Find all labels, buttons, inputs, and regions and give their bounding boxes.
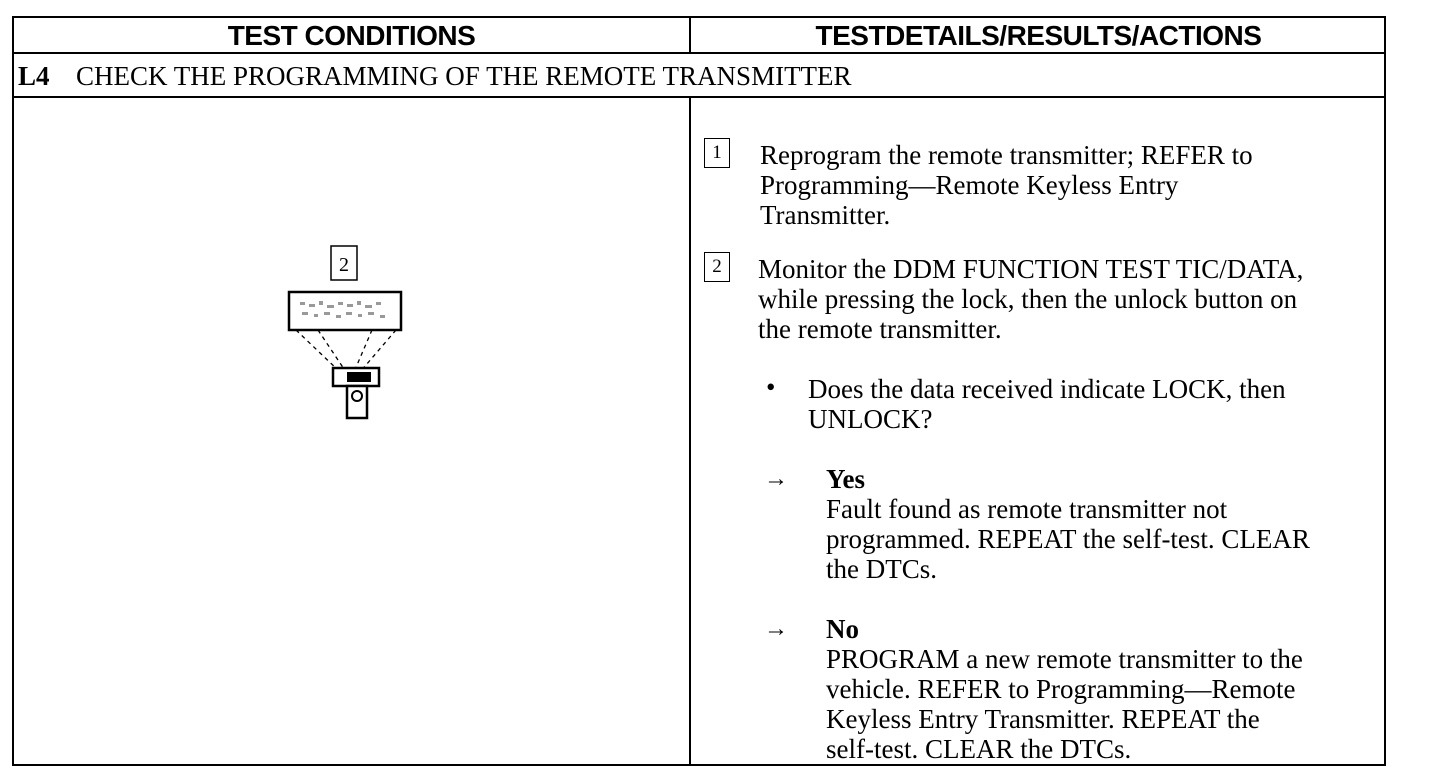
- step-1-number: 1: [704, 138, 730, 168]
- signal-beams: [296, 330, 396, 372]
- no-arrow-icon: →: [764, 616, 788, 642]
- step-1-line: Transmitter.: [760, 200, 891, 230]
- transmitter-emitter: [347, 372, 371, 382]
- result-no-answer: No: [826, 614, 859, 644]
- test-table: [12, 16, 1386, 766]
- scan-tool-display: [289, 292, 401, 330]
- section-title: CHECK THE PROGRAMMING OF THE REMOTE TRANSMITTER: [76, 61, 852, 91]
- result-no-line: vehicle. REFER to Programming—Remote: [826, 674, 1296, 704]
- step-2-line: the remote transmitter.: [758, 314, 1002, 344]
- question-line: Does the data received indicate LOCK, then: [808, 374, 1286, 404]
- step-2-text: [758, 254, 1303, 344]
- figure-label: 2: [339, 254, 349, 276]
- question-line: UNLOCK?: [808, 404, 933, 434]
- remote-transmitter-figure: [274, 244, 434, 424]
- question-text: [808, 374, 1286, 434]
- header-test-details: TESTDETAILS/RESULTS/ACTIONS: [815, 20, 1262, 51]
- step-2-line: while pressing the lock, then the unlock button on: [758, 284, 1298, 314]
- question-bullet: •: [766, 372, 776, 402]
- header-divider: [689, 18, 691, 52]
- column-divider: [689, 98, 691, 764]
- result-yes-line: programmed. REPEAT the self-test. CLEAR: [826, 524, 1310, 554]
- result-no-line: PROGRAM a new remote transmitter to the: [826, 644, 1303, 674]
- result-no-line: self-test. CLEAR the DTCs.: [826, 734, 1132, 764]
- step-1-line: Reprogram the remote transmitter; REFER to: [760, 140, 1253, 170]
- transmitter-button: [352, 391, 362, 401]
- result-yes-line: Fault found as remote transmitter not: [826, 494, 1228, 524]
- yes-arrow-icon: →: [764, 466, 788, 492]
- result-yes-answer: Yes: [826, 464, 865, 494]
- step-2-line: Monitor the DDM FUNCTION TEST TIC/DATA,: [758, 254, 1304, 284]
- result-yes: [826, 464, 1310, 584]
- result-no-line: Keyless Entry Transmitter. REPEAT the: [826, 704, 1260, 734]
- header-test-conditions: TEST CONDITIONS: [227, 20, 476, 51]
- section-rule: [14, 96, 1384, 98]
- step-1-line: Programming—Remote Keyless Entry: [760, 170, 1179, 200]
- result-yes-line: the DTCs.: [826, 554, 937, 584]
- remote-transmitter-illustration: [274, 244, 434, 424]
- section-row: [14, 54, 1384, 96]
- section-id: L4: [18, 61, 50, 91]
- step-1-text: [760, 140, 1253, 230]
- result-no: [826, 614, 1303, 764]
- step-2-number: 2: [704, 252, 730, 282]
